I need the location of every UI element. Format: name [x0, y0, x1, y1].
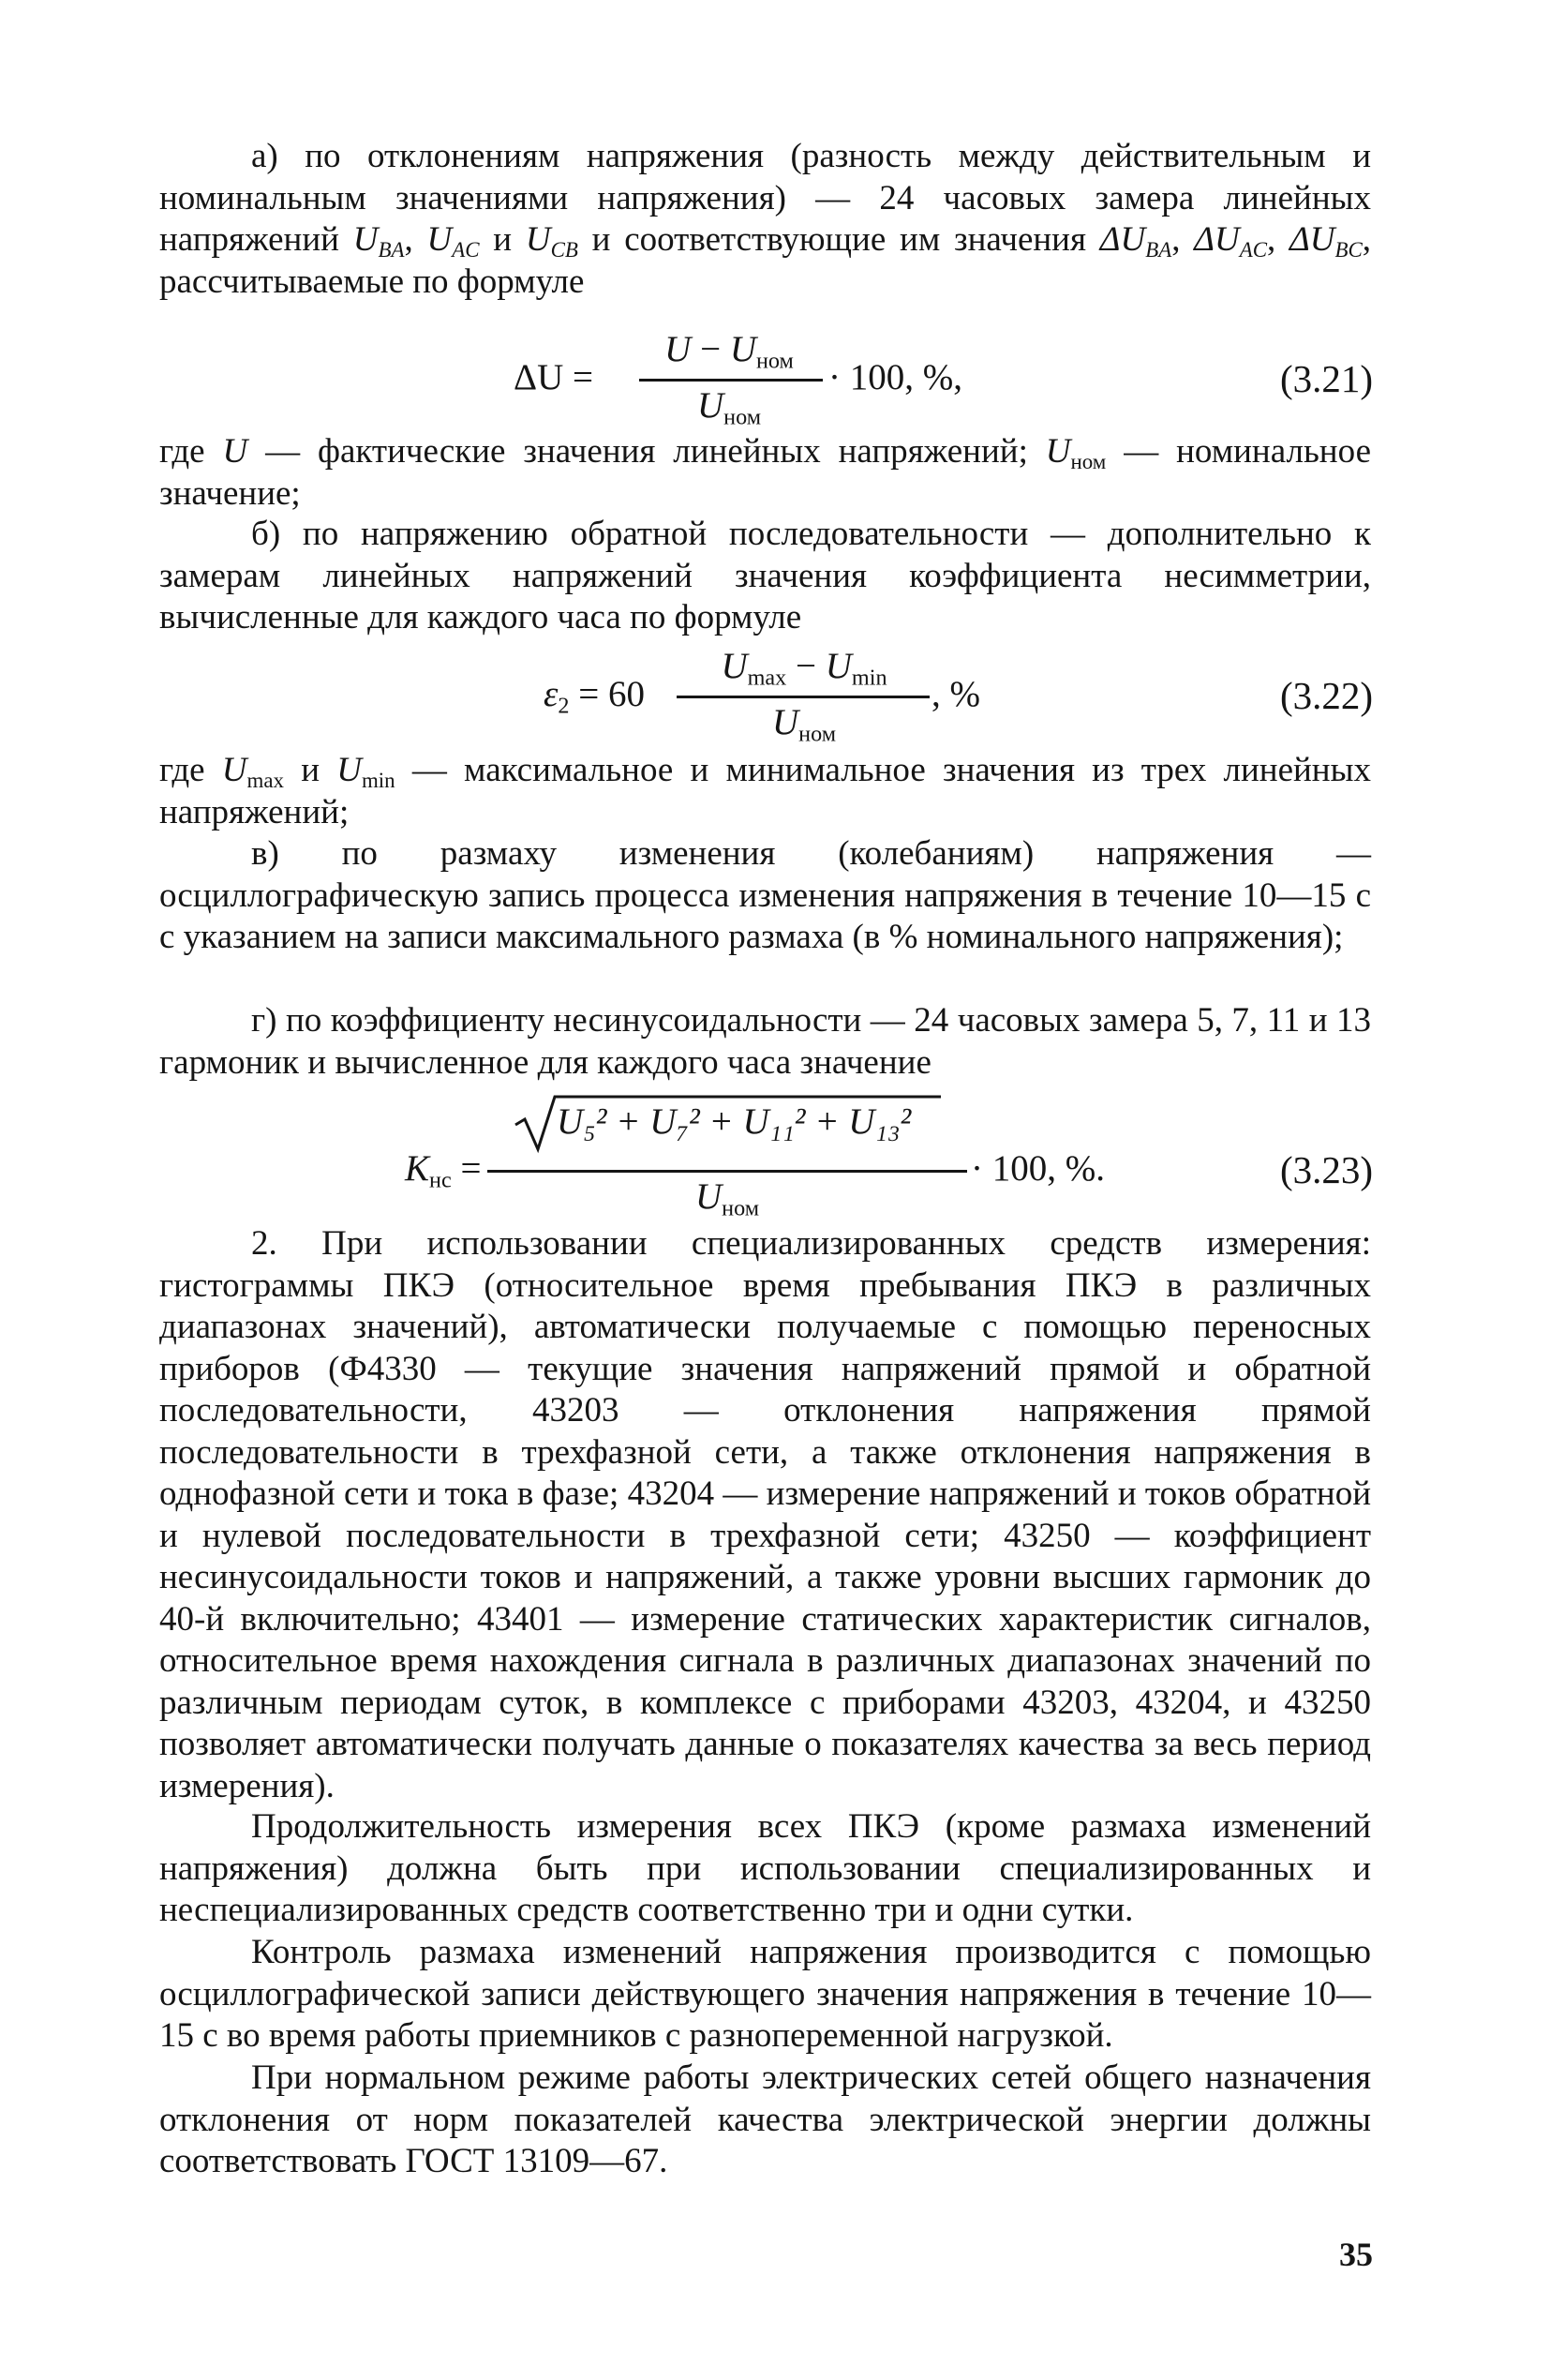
paragraph-2-text: 2. При использовании специализированных средств измерения: гистограммы ПКЭ (относительное время пребывания ПКЭ в различных диапазонах значений), автоматически получаемые с помощью переносных приборов (Ф4330 — текущие значения напряжений прямой и обратной последовательности, 43203 — отклонения напряжения прямой последовательности в трехфазной сети, а также отклонения напряжения в однофазной сети и тока в фазе; 43204 — измерение напряжений и токов обратной и нулевой последовательности в трехфазной сети; 43250 — коэффициент несинусоидальности токов и напряжений, а также уровни высших гармоник до 40-й включительно; 43401 — измерение статических характеристик сигналов, относительное время нахождения сигнала в различных диапазонах значений по различным периодам суток, в комплексе с приборами 43203, 43204, и 43250 позволяет автоматически получать данные о показателях качества за весь период измерения).	[159, 1224, 1371, 1805]
formula-rhs: · 100, %.	[971, 1148, 1105, 1189]
paragraph-b	[159, 514, 1371, 639]
paragraph-normal-text: При нормальном режиме работы электрических сетей общего назначения отклонения от норм показателей качества электрической энергии должны соответствовать ГОСТ 13109—67.	[159, 2058, 1371, 2180]
paragraph-normal	[159, 2058, 1371, 2183]
equation-number: (3.23)	[1279, 1148, 1373, 1191]
where-1-text: где U — фактические значения линейных напряжений; $U_{ном}$ — номинальное значение;	[159, 432, 1371, 513]
formula-rhs: · 100, %,	[828, 357, 962, 397]
formula-3-21	[0, 328, 1550, 431]
paragraph-2	[159, 1223, 1371, 1807]
equation-number: (3.22)	[1279, 674, 1373, 717]
formula-denominator: $U_{ном}$	[696, 385, 762, 430]
equation-number: (3.21)	[1279, 357, 1373, 400]
fraction-bar	[677, 696, 930, 698]
formula-numerator: $U_{max} - U_{min}$	[721, 646, 887, 691]
formula-3-23	[0, 1087, 1550, 1219]
formula-lhs: $\varepsilon_2 = 60$	[544, 674, 645, 719]
formula-denominator: $U_{ном}$	[694, 1176, 760, 1221]
paragraph-duration	[159, 1806, 1371, 1932]
paragraph-b-text: б) по напряжению обратной последовательности — дополнительно к замерам линейных напряжений значения коэффициента несимметрии, вычисленные для каждого часа по формуле	[159, 515, 1371, 636]
paragraph-d	[159, 1000, 1371, 1084]
formula-numerator: $U - U_{ном}$	[664, 329, 794, 374]
formula-radicand: U₅² + U₇² + U₁₁² + U₁₃²	[557, 1101, 912, 1142]
page-number: 35	[1339, 2236, 1373, 2273]
paragraph-d-text: г) по коэффициенту несинусоидальности — 24 часовых замера 5, 7, 11 и 13 гармоник и вычисленное для каждого часа значение	[159, 1001, 1371, 1082]
formula-lhs: $K_{нс}$ =	[405, 1148, 482, 1193]
formula-lhs: ΔU =	[514, 357, 593, 397]
paragraph-c	[159, 833, 1371, 959]
paragraph-control	[159, 1932, 1371, 2058]
paragraph-duration-text: Продолжительность измерения всех ПКЭ (кроме размаха изменений напряжения) должна быть при использовании специализированных и неспециализированных средств соответственно три и одни сутки.	[159, 1807, 1371, 1929]
paragraph-c-text: в) по размаху изменения (колебаниям) напряжения — осциллографическую запись процесса изменения напряжения в течение 10—15 с с указанием на записи максимального размаха (в % номинального напряжения);	[159, 834, 1371, 956]
where-2-text: где $U_{max}$ и $U_{min}$ — максимальное и минимальное значения из трех линейных напряжений;	[159, 751, 1371, 831]
fraction-bar	[639, 379, 823, 382]
formula-3-22	[0, 645, 1550, 748]
formula-rhs: , %	[931, 674, 980, 714]
paragraph-control-text: Контроль размаха изменений напряжения производится с помощью осциллографической записи действующего значения напряжения в течение 10—15 с во время работы приемников с разнопеременной нагрузкой.	[159, 1933, 1371, 2055]
formula-denominator: $U_{ном}$	[771, 702, 837, 747]
paragraph-a-text: а) по отклонениям напряжения (разность между действительным и номинальным значениями напряжения) — 24 часовых замера линейных напряжений $U_{BA}$, $U_{AC}$ и $U_{CB}$ и соответствующие им значения $\Delta U_{BA}$, $\Delta U_{AC}$, $\Delta U_{BC}$, рассчитываемые по формуле	[159, 137, 1372, 301]
paragraph-where-1	[159, 431, 1371, 515]
paragraph-a	[159, 136, 1371, 303]
paragraph-where-2	[159, 750, 1371, 833]
fraction-bar	[487, 1170, 967, 1173]
